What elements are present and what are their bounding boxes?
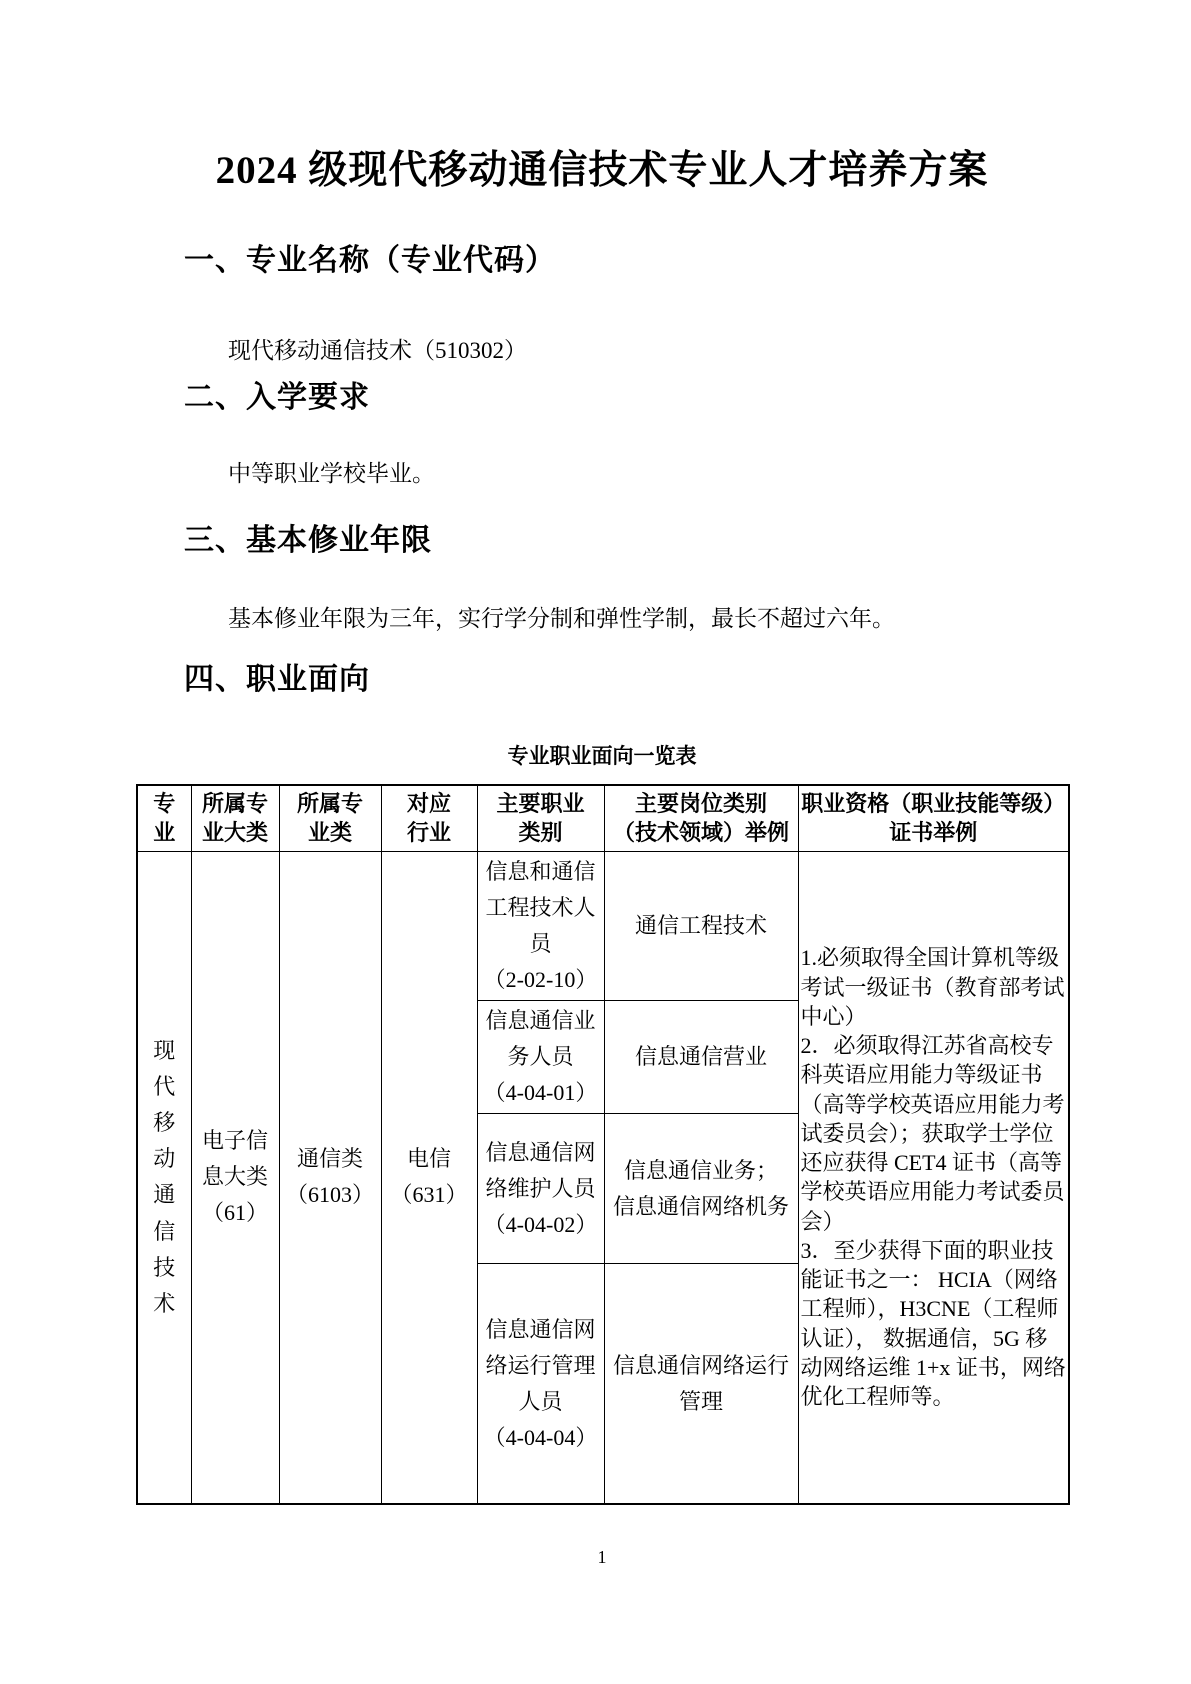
cell-major-category: 电子信 息大类 （61）: [191, 851, 279, 1504]
cell-occupation-4: 信息通信网 络运行管理 人员 （4-04-04）: [477, 1264, 604, 1504]
section-heading-admission: 二、入学要求: [184, 381, 370, 415]
certificate-item-2: 2．必须取得江苏省高校专科英语应用能力等级证书（高等学校英语应用能力考试委员会）；获取学士学位还应获得 CET4 证书（高等学校英语应用能力考试委员会）: [800, 1033, 1065, 1234]
section-body-major-name: 现代移动通信技术（510302）: [228, 338, 527, 364]
cell-position-2: 信息通信营业: [604, 1001, 798, 1114]
cell-occupation-3: 信息通信网 络维护人员 （4-04-02）: [477, 1114, 604, 1264]
cell-major-class: 通信类 （6103）: [279, 851, 381, 1504]
cell-certificates: [798, 851, 1069, 1504]
col-header-position-example: 主要岗位类别 （技术领域）举例: [604, 785, 798, 851]
table-row: [137, 851, 1069, 1000]
table-header-row: [137, 785, 1069, 851]
certificate-item-1: 1.必须取得全国计算机等级考试一级证书（教育部考试中心）: [800, 945, 1065, 1029]
cell-industry: 电信 （631）: [381, 851, 477, 1504]
cell-occupation-2: 信息通信业 务人员 （4-04-01）: [477, 1001, 604, 1114]
certificate-item-3: 3．至少获得下面的职业技能证书之一： HCIA（网络工程师），H3CNE（工程师认证）， 数据通信，5G 移动网络运维 1+x 证书，网络优化工程师等。: [800, 1237, 1066, 1410]
table-caption: 专业职业面向一览表: [507, 744, 697, 769]
section-body-admission: 中等职业学校毕业。: [228, 461, 435, 487]
section-heading-major-name: 一、专业名称（专业代码）: [184, 244, 556, 278]
cell-major: [137, 851, 191, 1504]
cell-occupation-1: 信息和通信 工程技术人 员 （2-02-10）: [477, 851, 604, 1000]
col-header-certificates: 职业资格（职业技能等级） 证书举例: [798, 785, 1069, 851]
cell-position-3: 信息通信业务； 信息通信网络机务: [604, 1114, 798, 1264]
cell-position-4: 信息通信网络运行 管理: [604, 1264, 798, 1504]
cell-position-1: 通信工程技术: [604, 851, 798, 1000]
section-body-study-years: 基本修业年限为三年，实行学分制和弹性学制，最长不超过六年。: [228, 606, 895, 632]
col-header-occupation: 主要职业 类别: [477, 785, 604, 851]
col-header-major-category: 所属专 业大类: [191, 785, 279, 851]
document-title: 2024 级现代移动通信技术专业人才培养方案: [215, 149, 989, 192]
page-number: 1: [597, 1546, 607, 1567]
col-header-industry: 对应 行业: [381, 785, 477, 851]
section-heading-study-years: 三、基本修业年限: [184, 524, 432, 558]
col-header-major-class: 所属专 业类: [279, 785, 381, 851]
career-orientation-table: [136, 784, 1070, 1505]
col-header-major: 专 业: [137, 785, 191, 851]
major-vertical-text: 现代移动通信技术: [153, 1038, 176, 1316]
section-heading-career: 四、职业面向: [184, 663, 370, 697]
